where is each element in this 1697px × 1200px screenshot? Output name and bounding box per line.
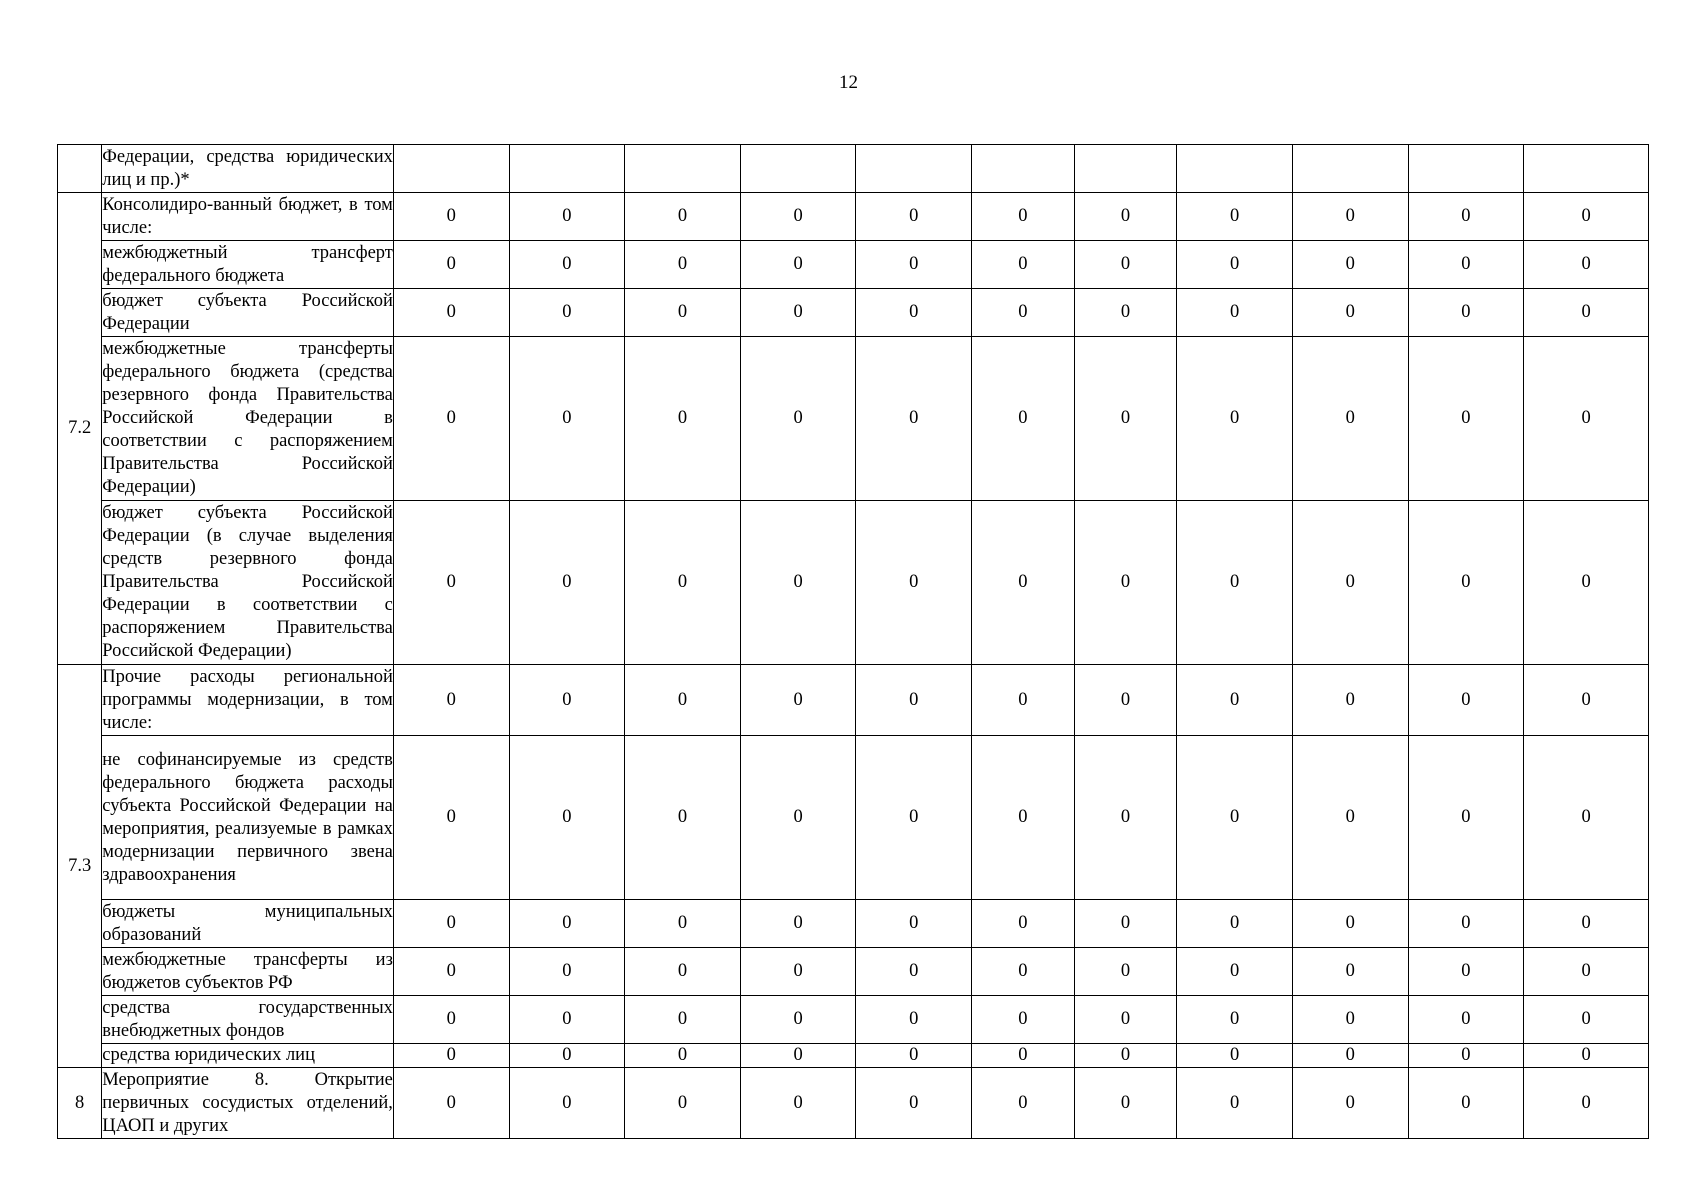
value-cell: 0: [509, 665, 625, 736]
value-cell: 0: [393, 665, 509, 736]
value-cell: [1074, 145, 1177, 193]
value-cell: 0: [1074, 337, 1177, 501]
value-cell: 0: [1408, 193, 1524, 241]
value-cell: 0: [856, 900, 972, 948]
value-cell: 0: [393, 193, 509, 241]
value-cell: 0: [625, 948, 741, 996]
value-cell: 0: [1177, 501, 1293, 665]
value-cell: 0: [625, 900, 741, 948]
value-cell: 0: [1292, 289, 1408, 337]
value-cell: [1177, 145, 1293, 193]
value-cell: 0: [740, 1068, 856, 1139]
value-cell: 0: [972, 193, 1075, 241]
value-cell: 0: [509, 996, 625, 1044]
value-cell: 0: [1074, 193, 1177, 241]
value-cell: 0: [1524, 337, 1649, 501]
value-cell: 0: [1292, 501, 1408, 665]
row-description-cell: Прочие расходы региональной программы модернизации, в том числе:: [102, 665, 394, 736]
value-cell: 0: [509, 337, 625, 501]
value-cell: 0: [740, 996, 856, 1044]
value-cell: 0: [1074, 1068, 1177, 1139]
value-cell: 0: [1292, 736, 1408, 900]
value-cell: 0: [856, 665, 972, 736]
table-row: [58, 1044, 1649, 1068]
value-cell: 0: [1524, 1068, 1649, 1139]
value-cell: 0: [856, 289, 972, 337]
value-cell: 0: [740, 900, 856, 948]
value-cell: 0: [856, 337, 972, 501]
value-cell: [1408, 145, 1524, 193]
row-description-cell: бюджет субъекта Российской Федерации: [102, 289, 394, 337]
row-description-cell: бюджеты муниципальных образований: [102, 900, 394, 948]
value-cell: 0: [740, 948, 856, 996]
value-cell: 0: [1177, 996, 1293, 1044]
value-cell: 0: [625, 289, 741, 337]
value-cell: 0: [393, 1068, 509, 1139]
value-cell: 0: [1177, 337, 1293, 501]
value-cell: [1524, 145, 1649, 193]
value-cell: 0: [393, 1044, 509, 1068]
value-cell: 0: [856, 501, 972, 665]
value-cell: 0: [972, 1068, 1075, 1139]
value-cell: 0: [1074, 501, 1177, 665]
table-row: [58, 501, 1649, 665]
row-description-cell: средства юридических лиц: [102, 1044, 394, 1068]
value-cell: 0: [1177, 193, 1293, 241]
value-cell: 0: [1177, 948, 1293, 996]
value-cell: 0: [1524, 289, 1649, 337]
table-row: [58, 665, 1649, 736]
row-number-cell: 8: [58, 1068, 102, 1139]
value-cell: 0: [856, 948, 972, 996]
value-cell: 0: [1177, 1068, 1293, 1139]
value-cell: 0: [625, 193, 741, 241]
value-cell: 0: [1074, 241, 1177, 289]
value-cell: 0: [625, 241, 741, 289]
row-number-cell: 7.2: [58, 193, 102, 665]
value-cell: [625, 145, 741, 193]
row-description-cell: Консолидиро-ванный бюджет, в том числе:: [102, 193, 394, 241]
value-cell: 0: [1524, 1044, 1649, 1068]
value-cell: 0: [625, 665, 741, 736]
table-row: [58, 241, 1649, 289]
value-cell: 0: [1408, 900, 1524, 948]
value-cell: 0: [1408, 241, 1524, 289]
value-cell: 0: [1408, 996, 1524, 1044]
value-cell: 0: [1177, 665, 1293, 736]
value-cell: 0: [740, 337, 856, 501]
value-cell: 0: [1074, 665, 1177, 736]
value-cell: 0: [509, 1044, 625, 1068]
table-row: [58, 145, 1649, 193]
value-cell: 0: [1408, 1068, 1524, 1139]
value-cell: 0: [625, 1068, 741, 1139]
value-cell: 0: [1074, 1044, 1177, 1068]
value-cell: 0: [972, 665, 1075, 736]
value-cell: 0: [625, 337, 741, 501]
value-cell: 0: [740, 1044, 856, 1068]
value-cell: 0: [1292, 1044, 1408, 1068]
value-cell: 0: [972, 241, 1075, 289]
value-cell: 0: [972, 289, 1075, 337]
table-row: [58, 996, 1649, 1044]
value-cell: 0: [509, 1068, 625, 1139]
value-cell: 0: [856, 241, 972, 289]
value-cell: 0: [740, 241, 856, 289]
row-description-cell: не софинансируемые из средств федерального бюджета расходы субъекта Российской Федерации на мероприятия, реализуемые в рамках модернизации первичного звена здравоохранения: [102, 736, 394, 900]
page-number: 12: [839, 72, 858, 93]
table-row: [58, 337, 1649, 501]
value-cell: 0: [1408, 736, 1524, 900]
value-cell: 0: [1292, 193, 1408, 241]
value-cell: 0: [1074, 736, 1177, 900]
row-description-cell: средства государственных внебюджетных фондов: [102, 996, 394, 1044]
value-cell: 0: [856, 1044, 972, 1068]
value-cell: 0: [393, 900, 509, 948]
row-number-cell: [58, 145, 102, 193]
value-cell: 0: [1524, 736, 1649, 900]
value-cell: 0: [1292, 996, 1408, 1044]
value-cell: 0: [509, 289, 625, 337]
value-cell: 0: [1177, 241, 1293, 289]
table-row: [58, 1068, 1649, 1139]
value-cell: 0: [972, 900, 1075, 948]
table-row: [58, 948, 1649, 996]
value-cell: 0: [856, 736, 972, 900]
value-cell: [972, 145, 1075, 193]
value-cell: 0: [393, 948, 509, 996]
value-cell: 0: [509, 241, 625, 289]
value-cell: 0: [1074, 900, 1177, 948]
value-cell: 0: [1408, 665, 1524, 736]
value-cell: 0: [393, 996, 509, 1044]
value-cell: 0: [1524, 501, 1649, 665]
row-description-cell: межбюджетные трансферты федерального бюджета (средства резервного фонда Правительства Российской Федерации в соответствии с распоряжением Правительства Российской Федерации): [102, 337, 394, 501]
row-description-cell: межбюджетный трансферт федерального бюджета: [102, 241, 394, 289]
value-cell: 0: [1292, 1068, 1408, 1139]
table-row: [58, 900, 1649, 948]
value-cell: 0: [1408, 501, 1524, 665]
row-description-cell: Мероприятие 8. Открытие первичных сосудистых отделений, ЦАОП и других: [102, 1068, 394, 1139]
value-cell: 0: [1524, 665, 1649, 736]
value-cell: 0: [1408, 337, 1524, 501]
value-cell: 0: [740, 501, 856, 665]
value-cell: 0: [625, 1044, 741, 1068]
value-cell: 0: [1074, 996, 1177, 1044]
value-cell: 0: [1408, 948, 1524, 996]
value-cell: [509, 145, 625, 193]
value-cell: 0: [393, 337, 509, 501]
value-cell: 0: [972, 736, 1075, 900]
value-cell: 0: [1524, 900, 1649, 948]
value-cell: 0: [509, 501, 625, 665]
value-cell: 0: [393, 289, 509, 337]
value-cell: 0: [509, 736, 625, 900]
value-cell: 0: [1177, 736, 1293, 900]
value-cell: 0: [1074, 948, 1177, 996]
value-cell: 0: [1292, 665, 1408, 736]
row-number-cell: 7.3: [58, 665, 102, 1068]
value-cell: [393, 145, 509, 193]
value-cell: 0: [1292, 900, 1408, 948]
value-cell: 0: [972, 948, 1075, 996]
value-cell: 0: [1408, 289, 1524, 337]
value-cell: 0: [1408, 1044, 1524, 1068]
table-row: [58, 193, 1649, 241]
value-cell: 0: [972, 996, 1075, 1044]
table-row: [58, 289, 1649, 337]
value-cell: 0: [856, 996, 972, 1044]
row-description-cell: межбюджетные трансферты из бюджетов субъектов РФ: [102, 948, 394, 996]
value-cell: [856, 145, 972, 193]
value-cell: 0: [1177, 900, 1293, 948]
value-cell: [740, 145, 856, 193]
value-cell: 0: [1292, 948, 1408, 996]
row-description-cell: Федерации, средства юридических лиц и пр.)*: [102, 145, 394, 193]
value-cell: 0: [625, 736, 741, 900]
value-cell: 0: [1074, 289, 1177, 337]
value-cell: 0: [972, 337, 1075, 501]
value-cell: 0: [625, 501, 741, 665]
value-cell: 0: [625, 996, 741, 1044]
value-cell: [1292, 145, 1408, 193]
value-cell: 0: [1524, 193, 1649, 241]
value-cell: 0: [509, 900, 625, 948]
value-cell: 0: [509, 193, 625, 241]
table-row: [58, 736, 1649, 900]
value-cell: 0: [740, 289, 856, 337]
value-cell: 0: [393, 736, 509, 900]
value-cell: 0: [856, 193, 972, 241]
value-cell: 0: [740, 665, 856, 736]
value-cell: 0: [1524, 948, 1649, 996]
value-cell: 0: [1524, 241, 1649, 289]
value-cell: 0: [393, 501, 509, 665]
value-cell: 0: [740, 736, 856, 900]
value-cell: 0: [1177, 289, 1293, 337]
value-cell: 0: [1292, 337, 1408, 501]
row-description-cell: бюджет субъекта Российской Федерации (в случае выделения средств резервного фонда Правительства Российской Федерации в соответствии с распоряжением Правительства Российской Федерации): [102, 501, 394, 665]
value-cell: 0: [509, 948, 625, 996]
value-cell: 0: [740, 193, 856, 241]
value-cell: 0: [856, 1068, 972, 1139]
value-cell: 0: [393, 241, 509, 289]
value-cell: 0: [972, 1044, 1075, 1068]
financing-table: [57, 144, 1649, 1139]
value-cell: 0: [1292, 241, 1408, 289]
value-cell: 0: [1177, 1044, 1293, 1068]
value-cell: 0: [972, 501, 1075, 665]
value-cell: 0: [1524, 996, 1649, 1044]
